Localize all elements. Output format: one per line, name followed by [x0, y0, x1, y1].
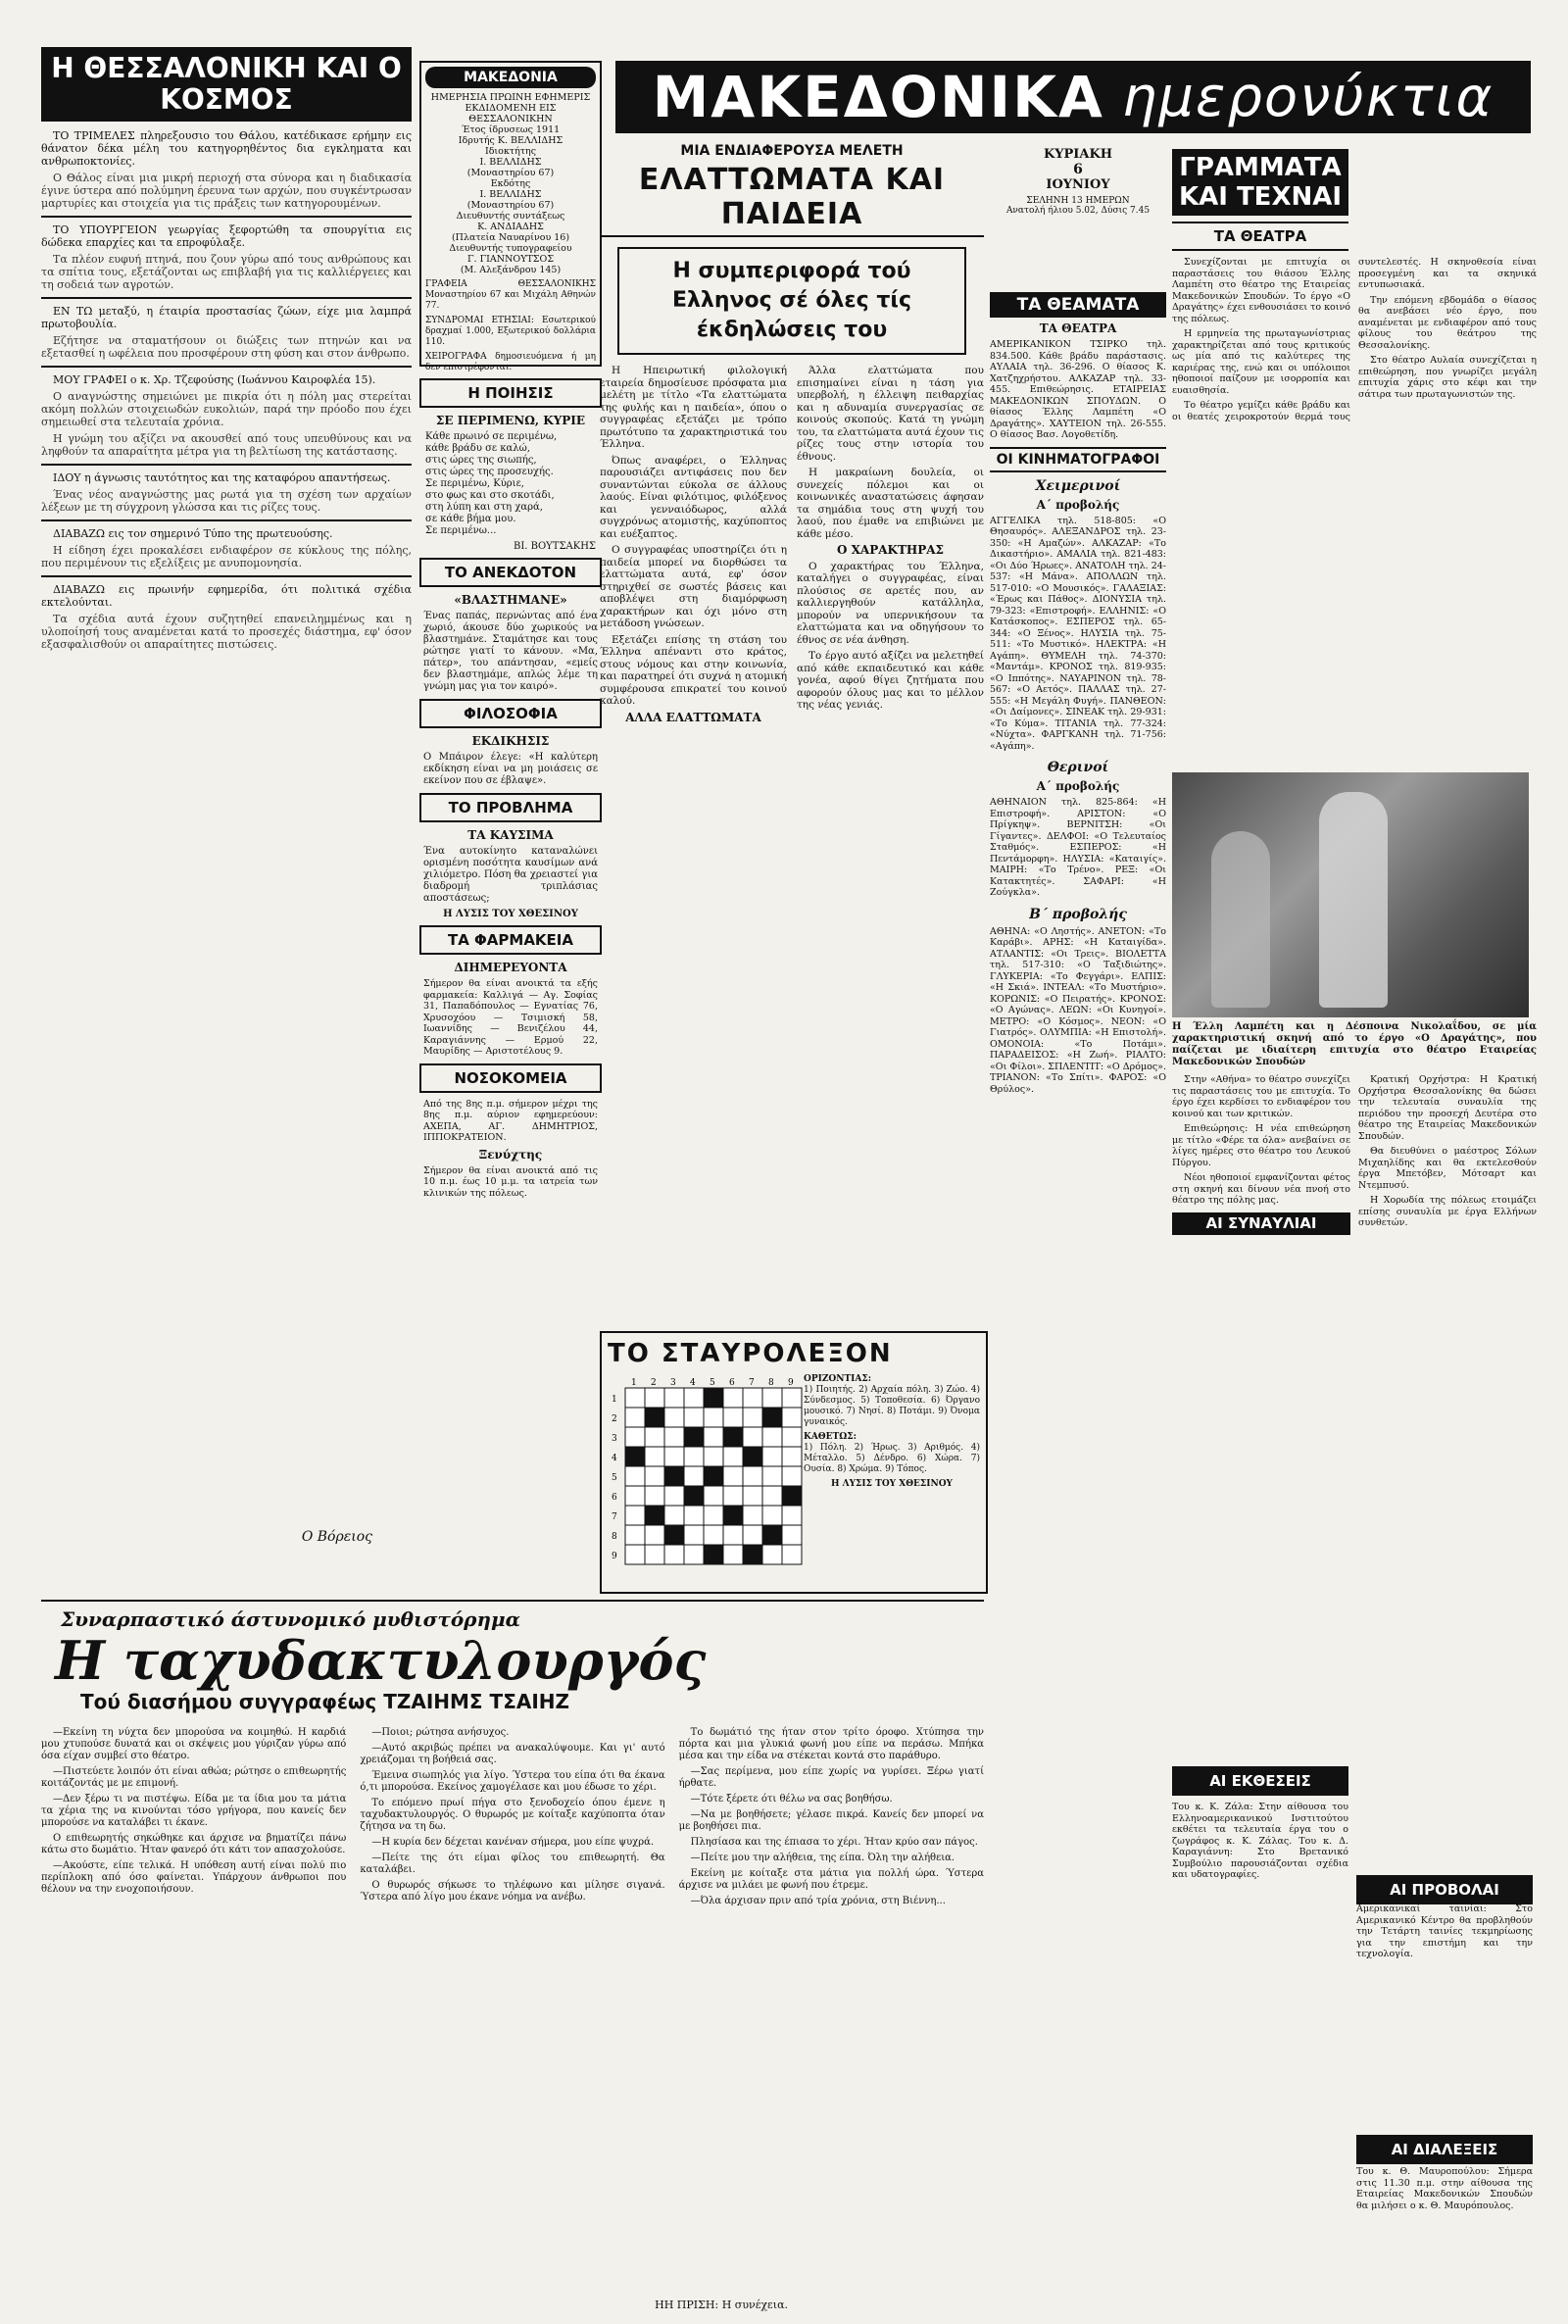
paragraph: —Αυτό ακριβώς πρέπει να ανακαλύψουμε. Και γι' αυτό χρειάζομαι τη βοήθειά σας. [360, 1743, 665, 1765]
paragraph: —Όλα άρχισαν πριν από τρία χρόνια, στη Βιέννη... [690, 1896, 946, 1906]
crossword-cell[interactable] [782, 1486, 802, 1506]
paragraph: Το έργο αυτό αξίζει να μελετηθεί από κάθε εκπαιδευτικό και κάθε γονέα, αφού θίγει ζητήματα που αφορούν όλους μας και το μέλλον της νέας γενιάς. [797, 650, 984, 711]
divider [41, 519, 412, 521]
across-clues: 1) Ποιητής. 2) Αρχαία πόλη. 3) Ζώο. 4) Σύνδεσμος. 5) Τοποθεσία. 6) Όργανο μουσικό. 7) Νησί. 8) Ποτάμι. 9) Όνομα γυναικός. [804, 1385, 980, 1427]
crossword-cell[interactable] [684, 1447, 704, 1466]
crossword-cell[interactable] [645, 1525, 664, 1545]
makedonia-line: (Πλατεία Ναυαρίνου 16) [451, 232, 570, 243]
study-kicker: ΜΙΑ ΕΝΔΙΑΦΕΡΟΥΣΑ ΜΕΛΕΤΗ [680, 143, 904, 159]
crossword-cell[interactable] [704, 1408, 723, 1427]
pharmacies-heading: ΔΙΗΜΕΡΕΥΟΝΤΑ [454, 961, 567, 974]
divider [41, 297, 412, 299]
poetry-author: ΒΙ. ΒΟΥΤΣΑΚΗΣ [513, 541, 596, 552]
projections-title: ΑΙ ΠΡΟΒΟΛΑΙ [1356, 1875, 1533, 1904]
winter-list: ΑΓΓΕΛΙΚΑ τηλ. 518-805: «Ο Θησαυρός». ΑΛΕΞΑΝΔΡΟΣ τηλ. 23-350: «Η Αμαζών». ΑΛΚΑΖΑΡ: «Το Δικαστήριο». ΑΜΑΛΙΑ τηλ. 821-483: «Οι Δύο Ήρωες». ΑΝΑΤΟΛΗ τηλ. 24-537: «Η Μάνα». ΑΠΟΛΛΩΝ τηλ. 517-010: «Ο Μουσικός». ΓΑΛΑΞΙΑΣ: «Έρως και Πάθος». ΔΙΟΝΥΣΙΑ τηλ. 79-323: «Επιστροφή». ΕΛΛΗΝΙΣ: «Ο Κατάσκοπος». ΕΣΠΕΡΟΣ τηλ. 65-344: «Ο Ξένος». ΗΛΥΣΙΑ τηλ. 75-511: «Το Μυστικό». ΗΛΕΚΤΡΑ: «Η Αγάπη». ΘΥΜΕΛΗ τηλ. 74-370: «Μαντάμ». ΚΡΟΝΟΣ τηλ. 819-935: «Ο Ιππότης». ΝΑΥΑΡΙΝΟΝ τηλ. 78-567: «Ο Αετός». ΠΑΛΛΑΣ τηλ. 27-555: «Η Μεγάλη Φυγή». ΠΑΝΘΕΟΝ: «Οι Δαίμονες». ΣΙΝΕΑΚ τηλ. 29-931: «Το Κύμα». ΤΙΤΑΝΙΑ τηλ. 77-324: «Νύχτα». ΦΑΡΓΚΑΝΗ τηλ. 71-756: «Αγάπη». [990, 515, 1166, 752]
crossword-cell[interactable] [645, 1388, 664, 1408]
crossword-cell[interactable] [762, 1447, 782, 1466]
crossword-cell[interactable] [743, 1408, 762, 1427]
crossword-cell[interactable] [743, 1388, 762, 1408]
down-title: ΚΑΘΕΤΩΣ: [804, 1432, 857, 1442]
crossword-cell[interactable] [782, 1388, 802, 1408]
paragraph-filler: Η είδηση έχει προκαλέσει ενδιαφέρον σε κύκλους της πόλης, που περιμένουν τις εξελίξεις με ανυπομονησία. [41, 544, 412, 569]
letters-body-top [1172, 257, 1537, 766]
paragraph: Ο επιθεωρητής σηκώθηκε και άρχισε να βηματίζει πάνω κάτω στο δωμάτιο. Ήταν φανερό ότι κάτι τον απασχολούσε. [41, 1833, 347, 1855]
crossword-cell[interactable] [684, 1388, 704, 1408]
crossword-cell[interactable] [743, 1545, 762, 1564]
makedonia-line: Κ. ΑΝΔΙΑΔΗΣ [477, 222, 544, 232]
poetry-heading: ΣΕ ΠΕΡΙΜΕΝΩ, ΚΥΡΙΕ [435, 414, 586, 427]
crossword-row-label: 8 [612, 1532, 617, 1542]
crossword-cell[interactable] [684, 1545, 704, 1564]
crossword-cell[interactable] [645, 1466, 664, 1486]
crossword-cell[interactable] [645, 1545, 664, 1564]
makedonia-manuscripts: ΧΕΙΡΟΓΡΑΦΑ δημοσιευόμενα ή μη δεν επιστρέφονται. [425, 352, 596, 372]
crossword-cell[interactable] [782, 1408, 802, 1427]
pharmacies-body: Σήμερον θα είναι ανοικτά τα εξής φαρμακεία: Καλλιγά — Αγ. Σοφίας 31, Παπαδόπουλος — Εγνατίας 76, Χρυσοχόου — Τσιμισκή 58, Ιωαννίδης — Βενιζέλου 44, Καραγιάννης — Ερμού 22, Μαυρίδης — Αριστοτέλους 9. [423, 978, 598, 1057]
makedonia-line: (Μ. Αλεξάνδρου 145) [460, 265, 562, 275]
crossword-cell[interactable] [762, 1388, 782, 1408]
crossword-row-label: 2 [612, 1414, 617, 1424]
poetry-title: Η ΠΟΙΗΣΙΣ [419, 378, 602, 408]
crossword-cell[interactable] [762, 1545, 782, 1564]
crossword-cell[interactable] [625, 1486, 645, 1506]
exhibitions-title: ΑΙ ΕΚΘΕΣΕΙΣ [1172, 1766, 1348, 1796]
cinemas-winter: Χειμερινοί [1035, 477, 1121, 494]
study-sub2: Ο ΧΑΡΑΚΤΗΡΑΣ [836, 543, 945, 557]
novel-byline: Τού διασήμου συγγραφέως ΤΖΑΙΗΜΣ ΤΣΑΙΗΖ [80, 1690, 570, 1713]
crossword-row-label: 3 [612, 1434, 617, 1444]
hospitals-heading: Ξενύχτης [478, 1147, 543, 1162]
study-sub1: ΑΛΛΑ ΕΛΑΤΤΩΜΑΤΑ [625, 710, 761, 724]
paragraph: ΤΟ ΥΠΟΥΡΓΕΙΟΝ γεωργίας ξεφορτώθη τα σπουργίτια εις δώδεκα επαρχίες και τα επροφύλαξε. [41, 223, 412, 249]
crossword-cell[interactable] [645, 1506, 664, 1525]
makedonia-logo: ΜΑΚΕΔΟΝΙΑ [425, 67, 596, 88]
crossword-row-label: 4 [612, 1454, 617, 1463]
paragraph: Στην «Αθήνα» το θέατρο συνεχίζει τις παραστάσεις του με επιτυχία. Το έργο έχει κερδίσει το ενδιαφέρον του κοινού και των κριτικών. [1172, 1074, 1350, 1119]
crossword-cell[interactable] [684, 1427, 704, 1447]
crossword-cell[interactable] [704, 1388, 723, 1408]
paragraph: —Ακούστε, είπε τελικά. Η υπόθεση αυτή είναι πολύ πιο περίπλοκη από όσο φαίνεται. Υπάρχουν άνθρωποι που θέλουν να την ενοχοποιήσουν. [41, 1860, 347, 1895]
makedonia-line: (Μοναστηρίου 67) [466, 200, 555, 211]
paragraph: ΤΟ ΤΡΙΜΕΛΕΣ πληρεξουσιο του Θάλου, κατέδικασε ερήμην εις θάνατον δέκα μέλη του κατηγορηθέντος δια εγκληματα και ανθρωποκτονίες. [41, 129, 412, 168]
crossword-col-label: 2 [651, 1378, 657, 1388]
paragraph: Στο θέατρο Αυλαία συνεχίζεται η επιθεώρηση, που γνωρίζει μεγάλη επιτυχία χάρις στο κέφι και την σάτιρα των πρωταγωνιστών της. [1358, 355, 1537, 400]
cinemas-first-run: Α΄ προβολής [1036, 497, 1120, 512]
makedonia-line: ΗΜΕΡΗΣΙΑ ΠΡΩΙΝΗ ΕΦΗΜΕΡΙΣ [430, 92, 591, 103]
makedonia-line: (Μοναστηρίου 67) [466, 168, 555, 178]
paragraph: —Πείτε της ότι είμαι φίλος του επιθεωρητή. Θα καταλάβει. [360, 1853, 665, 1875]
crossword-cell[interactable] [723, 1388, 743, 1408]
crossword-col-label: 4 [690, 1378, 696, 1388]
makedonia-line: Έτος ίδρυσεως 1911 [461, 124, 561, 135]
novel-body [41, 1727, 984, 2305]
crossword-cell[interactable] [664, 1525, 684, 1545]
paragraph: Εξετάζει επίσης τη στάση του Έλληνα απέναντι στο κράτος, στους νόμους και στην κοινωνία, και παρατηρεί ότι συχνά η ατομική συμφέρουσα επικρατεί του κοινού καλού. [600, 633, 787, 707]
crossword-cell[interactable] [625, 1447, 645, 1466]
crossword-grid [610, 1374, 796, 1570]
hospitals-body: Από της 8ης π.μ. σήμερον μέχρι της 8ης π.μ. αύριον εφημερεύουν: ΑΧΕΠΑ, ΑΓ. ΔΗΜΗΤΡΙΟΣ, ΙΠΠΟΚΡΑΤΕΙΟΝ. [423, 1098, 598, 1143]
crossword-cell[interactable] [664, 1466, 684, 1486]
crossword-cell[interactable] [704, 1447, 723, 1466]
paragraph: —Εκείνη τη νύχτα δεν μπορούσα να κοιμηθώ. Η καρδιά μου χτυπούσε δυνατά και οι σκέψεις μου γύριζαν γύρω από όσα είχαν συμβεί στο θέατρο. [41, 1727, 347, 1761]
cinemas-second-run: Β΄ προβολής [1029, 906, 1127, 922]
letters-title: ΓΡΑΜΜΑΤΑ ΚΑΙ ΤΕΧΝΑΙ [1172, 149, 1348, 216]
crossword-cell[interactable] [684, 1525, 704, 1545]
crossword-cell[interactable] [625, 1466, 645, 1486]
paragraph: ΔΙΑΒΑΖΩ εις πρωινήν εφημερίδα, ότι πολιτικά σχέδια εκτελούνται. [41, 583, 412, 609]
paragraph: Άλλα ελαττώματα που επισημαίνει είναι η τάση για υπερβολή, η έλλειψη πειθαρχίας και η αδυναμία συνεργασίας σε κοινούς σκοπούς. Κατά τη γνώμη του, τα ελαττώματα αυτά έχουν τις ρίζες τους στην ιστορία του έθνους. [797, 365, 984, 463]
thessaloniki-title: Η ΘΕΣΣΑΛΟΝΙΚΗ ΚΑΙ Ο ΚΟΣΜΟΣ [51, 52, 402, 116]
crossword-cell[interactable] [743, 1525, 762, 1545]
anecdote-title: ΤΟ ΑΝΕΚΔΟΤΟΝ [419, 558, 602, 587]
letters-caption: Η Έλλη Λαμπέτη και η Δέσποινα Νικολαΐδου, σε μία χαρακτηριστική σκηνή από το έργο «Ο Δραγάτης», που παίζεται με ιδιαίτερη επιτυχία στο θέατρο Εταιρείας Μακεδονικών Σπουδών [1172, 1021, 1537, 1067]
column-letters [1172, 149, 1537, 2305]
column-thessaloniki [41, 47, 412, 1557]
exhibitions-body: Του κ. Κ. Ζάλα: Στην αίθουσα του Ελληνοαμερικανικού Ινστιτούτου εκθέτει τα τελευταία έργα του ο ζωγράφος κ. Κ. Ζάλας. Του κ. Δ. Καραγιάννη: Στο Βρετανικό Συμβούλιο παρουσιάζονται σχέδια και υδατογραφίες. [1172, 1802, 1348, 1880]
problem-heading: ΤΑ ΚΑΥΣΙΜΑ [467, 828, 554, 842]
divider [41, 464, 412, 466]
divider [41, 216, 412, 218]
paragraph: Η Χορωδία της πόλεως ετοιμάζει επίσης συναυλία με έργα Ελλήνων συνθετών. [1358, 1195, 1537, 1228]
paragraph: Η Ηπειρωτική φιλολογική εταιρεία δημοσίευσε πρόσφατα μια μελέτη με τίτλο «Τα ελαττώματα της φυλής και η παιδεία», όπου ο συγγραφέας εξετάζει με τρόπο πρωτότυπο τα χαρακτηριστικά του Έλληνα. [600, 365, 787, 450]
crossword-cell[interactable] [684, 1506, 704, 1525]
crossword-cell[interactable] [664, 1388, 684, 1408]
crossword-cell[interactable] [782, 1466, 802, 1486]
crossword-cell[interactable] [762, 1427, 782, 1447]
paragraph-filler: Ο αναγνώστης σημειώνει με πικρία ότι η πόλη μας στερείται ακόμη πολλών στοιχειωδών ευκολιών, παρά την πρόοδο που έχει σημειωθεί στα τελευταία χρόνια. [41, 390, 412, 428]
crossword-row-label: 1 [612, 1395, 617, 1405]
date-line-1: ΣΕΛΗΝΗ 13 ΗΜΕΡΩΝ [1026, 196, 1130, 206]
down-clues: 1) Πόλη. 2) Ήρως. 3) Αριθμός. 4) Μέταλλο. 5) Δένδρο. 6) Χώρα. 7) Ουσία. 8) Χρώμα. 9) Τόπος. [804, 1443, 980, 1474]
paragraph-filler: Ο Θάλος είναι μια μικρή περιοχή στα σύνορα και η διαδικασία έγινε ύστερα από πολύμηνη έρευνα των αρχών, που συγκέντρωσαν μαρτυρίες και στοιχεία για τις πράξεις των κατηγορουμένων. [41, 172, 412, 210]
crossword-cell[interactable] [782, 1427, 802, 1447]
crossword-solution: Η ΛΥΣΙΣ ΤΟΥ ΧΘΕΣΙΝΟΥ [831, 1479, 953, 1489]
cinemas-summer: Θερινοί [1047, 760, 1109, 775]
lectures-title: ΑΙ ΔΙΑΛΕΞΕΙΣ [1356, 2135, 1533, 2164]
photo-figure [1319, 792, 1388, 1008]
poetry-body: Κάθε πρωινό σε περιμένω, κάθε βράδυ σε καλώ, στις ώρες της σιωπής, στις ώρες της προσευχής. Σε περιμένω, Κύριε, στο φως και στο σκοτάδι, στη λύπη και στη χαρά, σε κάθε βήμα μου. Σε περιμένω... [425, 431, 558, 536]
crossword-cell[interactable] [704, 1525, 723, 1545]
date-box [990, 147, 1166, 284]
paragraph: Η μακραίωνη δουλεία, οι συνεχείς πόλεμοι και οι κοινωνικές αναστατώσεις άφησαν τα σημάδια τους στη ψυχή του λαού, που έμαθε να επιβιώνει με κάθε μέσο. [797, 467, 984, 540]
crossword-title: ΤΟ ΣΤΑΥΡΟΛΕΞΟΝ [608, 1339, 893, 1368]
crossword-cell[interactable] [762, 1525, 782, 1545]
across-title: ΟΡΙΖΟΝΤΙΑΣ: [804, 1374, 872, 1384]
paragraph-filler: Τα πλέον ευφυή πτηνά, που ζουν γύρω από τους ανθρώπους και τα σπίτια τους, εξετάζονται ως επιβλαβή για τις καλλιέργειες και τη σοδειά των αγροτών. [41, 253, 412, 291]
crossword-col-label: 7 [749, 1378, 755, 1388]
date-day: ΚΥΡΙΑΚΗ [1043, 147, 1113, 162]
paragraph: —Πείτε μου την αλήθεια, της είπα. Όλη την αλήθεια. [690, 1853, 956, 1863]
concerts-title: ΑΙ ΣΥΝΑΥΛΙΑΙ [1172, 1212, 1350, 1236]
paragraph: Θα διευθύνει ο μαέστρος Σόλων Μιχαηλίδης και θα εκτελεσθούν έργα Μπετόβεν, Μότσαρτ και Ντεμπυσύ. [1358, 1146, 1537, 1191]
cinemas-first-run-2: Α΄ προβολής [1036, 779, 1120, 793]
crossword-cell[interactable] [782, 1525, 802, 1545]
paragraph: —Η κυρία δεν δέχεται κανέναν σήμερα, μου είπε ψυχρά. [371, 1837, 655, 1848]
column-novel [41, 1600, 984, 2315]
anecdote-body: Ένας παπάς, περνώντας από ένα χωριό, άκουσε δύο χωρικούς να βλαστημάνε. Σταμάτησε και τους ρώτησε γιατί το κάνουν. «Μα, πάτερ», του απάντησαν, «εμείς δεν βλαστημάμε, απλώς λέμε τη γνώμη μας για τον καιρό». [423, 611, 598, 692]
paragraph: —Δεν ξέρω τι να πιστέψω. Είδα με τα ίδια μου τα μάτια τα χέρια της να κινούνται τόσο γρήγορα, που κανείς δεν μπορούσε να καταλάβει τι έκανε. [41, 1794, 347, 1828]
study-body [600, 365, 984, 1423]
crossword-cell[interactable] [664, 1545, 684, 1564]
pharmacies-title: ΤΑ ΦΑΡΜΑΚΕΙΑ [419, 925, 602, 955]
thessaloniki-title-box [41, 47, 412, 122]
makedonia-info-box [419, 61, 602, 372]
paragraph: Το θέατρο γεμίζει κάθε βράδυ και οι θεατές χειροκροτούν θερμά τους συντελεστές. Η σκηνοθεσία είναι προσεγμένη και τα σκηνικά εντυπωσιακά. [1172, 257, 1537, 422]
letters-body-mid [1172, 1074, 1537, 1760]
paragraph: Το επόμενο πρωί πήγα στο ξενοδοχείο όπου έμενε η ταχυδακτυλουργός. Ο θυρωρός με κοίταξε καχύποπτα όταν ζήτησα να τη δω. [360, 1798, 665, 1832]
novel-top-rule [41, 1600, 984, 1602]
paragraph: Νέοι ηθοποιοί εμφανίζονται φέτος στη σκηνή και δίνουν νέα πνοή στο θέατρο της πόλης μας. [1172, 1172, 1350, 1206]
paragraph: Πλησίασα και της έπιασα το χέρι. Ήταν κρύο σαν πάγος. [690, 1837, 978, 1848]
lectures-body: Του κ. Θ. Μαυροπούλου: Σήμερα στις 11.30 π.μ. στην αίθουσα της Εταιρείας Μακεδονικών Σπουδών θα μιλήσει ο κ. Θ. Μαυρόπουλος. [1356, 2166, 1533, 2211]
crossword-cell[interactable] [664, 1447, 684, 1466]
crossword-row-label: 6 [612, 1493, 617, 1503]
crossword-cell[interactable] [625, 1545, 645, 1564]
crossword-cell[interactable] [762, 1408, 782, 1427]
photo-figure-2 [1211, 831, 1270, 1008]
crossword-cell[interactable] [645, 1447, 664, 1466]
novel-title: Η ταχυδακτυλουργός [55, 1629, 707, 1692]
summer-list: ΑΘΗΝΑΙΟΝ τηλ. 825-864: «Η Επιστροφή». ΑΡΙΣΤΟΝ: «Ο Πρίγκηψ». ΒΕΡΝΙΤΣΗ: «Οι Γίγαντες». ΔΕΛΦΟΙ: «Ο Τελευταίος Σταθμός». ΕΣΠΕΡΟΣ: «Η Πεντάμορφη». ΗΛΥΣΙΑ: «Καταιγίς». ΜΑΙΡΗ: «Το Τρένο». ΡΕΞ: «Οι Κατακτητές». ΣΑΦΑΡΙ: «Η Ζούγκλα». [990, 797, 1166, 898]
paragraph: Ο θυρωρός σήκωσε το τηλέφωνο και μίλησε σιγανά. Ύστερα από λίγο μου έκανε νόημα να ανέβω. [360, 1880, 665, 1903]
date-num: 6 [1073, 162, 1083, 177]
makedonia-subscriptions: ΣΥΝΔΡΟΜΑΙ ΕΤΗΣΙΑΙ: Εσωτερικού δραχμαί 1.000, Εξωτερικού δολλάρια 110. [425, 316, 596, 347]
crossword-row-label: 5 [612, 1473, 617, 1483]
philosophy-body: Ο Μπάιρον έλεγε: «Η καλύτερη εκδίκηση είναι να μη μοιάσεις σε εκείνον που σε έβλαψε». [423, 752, 598, 786]
paragraph: ΕΝ ΤΩ μεταξύ, η έταιρία προστασίας ζώων, είχε μια λαμπρά πρωτοβουλία. [41, 305, 412, 330]
paragraph-filler: Η γνώμη του αξίζει να ακουσθεί από τους υπευθύνους και να ληφθούν τα απαραίτητα μέτρα για τη βελτίωση της κατάστασης. [41, 432, 412, 458]
crossword-cell[interactable] [704, 1486, 723, 1506]
masthead-banner [615, 61, 1531, 133]
paragraph: —Ποιοι; ρώτησα ανήσυχος. [371, 1727, 510, 1738]
crossword-cell[interactable] [743, 1466, 762, 1486]
paragraph: ΙΔΟΥ η άγνωσις ταυτότητος και της καταφόρου απαντήσεως. [53, 471, 391, 484]
masthead-title-sub: ημερονύκτια [1121, 65, 1494, 129]
crossword-cell[interactable] [743, 1447, 762, 1466]
divider [41, 366, 412, 368]
crossword-cell[interactable] [762, 1486, 782, 1506]
paragraph: Όπως αναφέρει, ο Έλληνας παρουσιάζει αντιφάσεις που δεν συναντώνται εύκολα σε άλλους λαούς. Είναι φιλότιμος, φιλόξενος και γενναιόδωρος, αλλά συγχρόνως ατομιστής, καχύποπτος και ευέξαπτος. [600, 454, 787, 540]
makedonia-line: Διευθυντής τυπογραφείου [449, 243, 572, 254]
anecdote-heading: «ΒΛΑΣΤΗΜΑΝΕ» [454, 593, 567, 607]
crossword-cell[interactable] [625, 1506, 645, 1525]
makedonia-line: Γ. ΓΙΑΝΝΟΥΤΣΟΣ [466, 254, 555, 265]
thessaloniki-signature: Ο Βόρειος [301, 1529, 372, 1545]
letters-theaters: ΤΑ ΘΕΑΤΡΑ [1172, 222, 1348, 251]
crossword-box [600, 1331, 988, 1594]
thessaloniki-body [41, 129, 412, 651]
cinemas-title: ΟΙ ΚΙΝΗΜΑΤΟΓΡΑΦΟΙ [990, 447, 1166, 472]
paragraph: Την επόμενη εβδομάδα ο θίασος θα ανεβάσει νέο έργο, που αναμένεται με ενδιαφέρον από τους φίλους του θεάτρου της Θεσσαλονίκης. [1358, 294, 1537, 351]
crossword-cell[interactable] [782, 1545, 802, 1564]
crossword-cell[interactable] [723, 1525, 743, 1545]
masthead-title-main: ΜΑΚΕΔΟΝΙΚΑ [652, 64, 1104, 130]
crossword-cell[interactable] [723, 1545, 743, 1564]
crossword-cell[interactable] [704, 1506, 723, 1525]
paragraph: Κρατική Ορχήστρα: Η Κρατική Ορχήστρα Θεσσαλονίκης θα δώσει την τελευταία συναυλία της περιόδου την προσεχή Δευτέρα στο θέατρο της Εταιρείας Μακεδονικών Σπουδών. [1358, 1074, 1537, 1142]
crossword-col-label: 6 [729, 1378, 735, 1388]
crossword-cell[interactable] [704, 1427, 723, 1447]
hospitals-body-2: Σήμερον θα είναι ανοικτά από τις 10 π.μ. έως 10 μ.μ. τα ιατρεία των κλινικών της πόλεως. [423, 1164, 598, 1199]
novel-continued: ΗΗ ΠΡΙΣΗ: Η συνέχεια. [655, 2299, 788, 2311]
shows-theaters: ΤΑ ΘΕΑΤΡΑ [1039, 321, 1117, 335]
paragraph: Έμεινα σιωπηλός για λίγο. Ύστερα του είπα ότι θα έκανα ό,τι μπορούσα. Εκείνος χαμογέλασε και μου έδωσε το χέρι. [360, 1770, 665, 1793]
problem-title: ΤΟ ΠΡΟΒΛΗΜΑ [419, 793, 602, 822]
makedonia-line: ΕΚΔΙΔΟΜΕΝΗ ΕΙΣ ΘΕΣΣΑΛΟΝΙΚΗΝ [465, 103, 557, 124]
crossword-cell[interactable] [782, 1447, 802, 1466]
paragraph: —Τότε ξέρετε ότι θέλω να σας βοηθήσω. [690, 1794, 893, 1805]
makedonia-line: Εκδότης [490, 178, 531, 189]
crossword-cell[interactable] [645, 1486, 664, 1506]
makedonia-offices: ΓΡΑΦΕΙΑ ΘΕΣΣΑΛΟΝΙΚΗΣ Μοναστηρίου 67 και Μιχάλη Αθηνών 77. [425, 279, 596, 311]
makedonia-lines [425, 92, 596, 275]
crossword-row-label: 7 [612, 1512, 617, 1522]
crossword-cell[interactable] [625, 1427, 645, 1447]
paragraph-filler: Ένας νέος αναγνώστης μας ρωτά για τη σχέση των αρχαίων λέξεων με τη σύγχρονη γλώσσα και τις ρίζες τους. [41, 488, 412, 514]
crossword-cell[interactable] [723, 1506, 743, 1525]
makedonia-line: Ιδιοκτήτης [484, 146, 537, 157]
study-headline: Η συμπεριφορά τού Ελληνος σέ όλες τίς έκδηλώσεις του [617, 247, 966, 355]
paragraph: Η ερμηνεία της πρωταγωνίστριας χαρακτηρίζεται από τους κριτικούς ως μία από τις καλύτερες της καριέρας της, ενώ και οι υπόλοιποι ηθοποιοί παίζουν με ισορροπία και ευαισθησία. [1172, 328, 1350, 396]
crossword-cell[interactable] [664, 1427, 684, 1447]
projections-body: Αμερικανικαί ταινίαι: Στο Αμερικανικό Κέντρο θα προβληθούν την Τετάρτη ταινίες τεκμηρίωσης για την επιστήμη και την τεχνολογία. [1356, 1904, 1533, 1959]
problem-solution: Η ΛΥΣΙΣ ΤΟΥ ΧΘΕΣΙΝΟΥ [443, 909, 578, 919]
crossword-cell[interactable] [684, 1466, 704, 1486]
divider [41, 575, 412, 577]
crossword-cell[interactable] [762, 1466, 782, 1486]
second-run-list: ΑΘΗΝΑ: «Ο Ληστής». ΑΝΕΤΟΝ: «Το Καράβι». ΑΡΗΣ: «Η Καταιγίδα». ΑΤΛΑΝΤΙΣ: «Οι Τρεις». ΒΙΟΛΕΤΤΑ τηλ. 517-310: «Ο Ταξιδιώτης». ΓΛΥΚΕΡΙΑ: «Το Φεγγάρι». ΕΛΠΙΣ: «Η Σκιά». ΙΝΤΕΑΛ: «Το Μυστήριο». ΚΟΡΩΝΙΣ: «Ο Πειρατής». ΚΡΟΝΟΣ: «Ο Αγώνας». ΛΕΩΝ: «Οι Κυνηγοί». ΜΕΤΡΟ: «Ο Κόσμος». ΝΕΟΝ: «Ο Γιατρός». ΟΛΥΜΠΙΑ: «Η Επιστολή». ΟΜΟΝΟΙΑ: «Το Ποτάμι». ΠΑΡΑΔΕΙΣΟΣ: «Η Ζωή». ΡΙΑΛΤΟ: «Οι Φίλοι». ΣΠΛΕΝΤΙΤ: «Ο Δρόμος». ΤΡΙΑΝΟΝ: «Το Σπίτι». ΦΑΡΟΣ: «Ο Θρύλος». [990, 925, 1166, 1095]
crossword-cell[interactable] [723, 1447, 743, 1466]
crossword-cell[interactable] [625, 1408, 645, 1427]
crossword-cell[interactable] [782, 1506, 802, 1525]
paragraph: Ο συγγραφέας υποστηρίζει ότι η παιδεία μπορεί να διορθώσει τα ελαττώματα αυτά, εφ' όσον στηριχθεί σε σωστές βάσεις και αποβλέψει στη διαμόρφωση χαρακτήρων και όχι μόνο στη μετάδοση γνώσεων. [600, 544, 787, 629]
crossword-col-label: 5 [710, 1378, 715, 1388]
crossword-cell[interactable] [684, 1408, 704, 1427]
crossword-cell[interactable] [723, 1486, 743, 1506]
shows-title: ΤΑ ΘΕΑΜΑΤΑ [990, 292, 1166, 318]
crossword-cell[interactable] [743, 1506, 762, 1525]
crossword-cell[interactable] [762, 1506, 782, 1525]
hospitals-title: ΝΟΣΟΚΟΜΕΙΑ [419, 1063, 602, 1093]
crossword-col-label: 9 [788, 1378, 794, 1388]
crossword-cell[interactable] [625, 1525, 645, 1545]
study-title: ΕΛΑΤΤΩΜΑΤΑ ΚΑΙ ΠΑΙΔΕΙΑ [600, 163, 984, 237]
makedonia-line: Ι. ΒΕΛΛΙΔΗΣ [479, 157, 542, 168]
crossword-cell[interactable] [723, 1408, 743, 1427]
crossword-cell[interactable] [664, 1506, 684, 1525]
crossword-col-label: 8 [768, 1378, 774, 1388]
paragraph-filler: Τα σχέδια αυτά έχουν συζητηθεί επανειλημμένως και η υλοποίησή τους αναμένεται κατά το προσεχές διάστημα, εφ' όσον εξασφαλισθούν οι απαραίτητες πιστώσεις. [41, 613, 412, 651]
paragraph: ΔΙΑΒΑΖΩ εις τον σημερινό Τύπο της πρωτευούσης. [53, 527, 333, 540]
paragraph: Συνεχίζονται με επιτυχία οι παραστάσεις του θιάσου Έλλης Λαμπέτη στο θέατρο της Εταιρείας Μακεδονικών Σπουδών. Το έργο «Ο Δραγάτης» έχει ενθουσιάσει το κοινό της πόλεως. [1172, 257, 1350, 324]
paragraph: Επιθεώρησις: Η νέα επιθεώρηση με τίτλο «Φέρε τα όλα» ανεβαίνει σε λίγες ημέρες στο θέατρο του Λευκού Πύργου. [1172, 1123, 1350, 1168]
letters-photo [1172, 772, 1529, 1017]
crossword-cell[interactable] [645, 1427, 664, 1447]
crossword-cell[interactable] [723, 1466, 743, 1486]
paragraph: ΜΟΥ ΓΡΑΦΕΙ ο κ. Χρ. Τζεφούσης (Ιωάννου Καιροφλέα 15). [53, 373, 376, 386]
date-month: ΙΟΥΝΙΟΥ [1046, 177, 1110, 192]
crossword-cell[interactable] [645, 1408, 664, 1427]
date-line-2: Ανατολή ήλιου 5.02, Δύσις 7.45 [1005, 206, 1151, 216]
problem-body: Ένα αυτοκίνητο καταναλώνει ορισμένη ποσότητα καυσίμων ανά χιλιόμετρο. Πόση θα χρειαστεί για διαδρομή τριπλάσιας αποστάσεως; [423, 846, 598, 904]
crossword-cell[interactable] [704, 1545, 723, 1564]
paragraph: Εκείνη με κοίταξε στα μάτια για πολλή ώρα. Ύστερα άρχισε να μιλάει με φωνή που έτρεμε. [678, 1868, 984, 1891]
crossword-cell[interactable] [743, 1427, 762, 1447]
paragraph: —Σας περίμενα, μου είπε χωρίς να γυρίσει. Ξέρω γιατί ήρθατε. [678, 1766, 984, 1789]
column-study [600, 139, 984, 1327]
crossword-cell[interactable] [743, 1486, 762, 1506]
philosophy-title: ΦΙΛΟΣΟΦΙΑ [419, 699, 602, 728]
crossword-clues [804, 1374, 980, 1490]
crossword-cell[interactable] [704, 1466, 723, 1486]
makedonia-line: Ιδρυτής Κ. ΒΕΛΛΙΔΗΣ [458, 135, 564, 146]
makedonia-line: Ι. ΒΕΛΛΙΔΗΣ [479, 189, 542, 200]
column-shows [990, 292, 1166, 2066]
paragraph: Ο χαρακτήρας του Έλληνα, καταλήγει ο συγγραφέας, είναι πλούσιος σε αρετές που, αν καλλιεργηθούν κατάλληλα, μπορούν να υπερνικήσουν τα ελαττώματα και να οδηγήσουν το έθνος σε νέα άνθηση. [797, 560, 984, 646]
makedonia-line: Διευθυντής συντάξεως [456, 211, 565, 222]
crossword-col-label: 3 [670, 1378, 676, 1388]
crossword-cell[interactable] [684, 1486, 704, 1506]
crossword-cell[interactable] [723, 1427, 743, 1447]
paragraph: Το δωμάτιό της ήταν στον τρίτο όροφο. Χτύπησα την πόρτα και μια γλυκιά φωνή μου είπε να περάσω. Μπήκα μέσα και την είδα να στέκεται κοντά στο παράθυρο. [678, 1727, 984, 1761]
paragraph: —Πιστεύετε λοιπόν ότι είναι αθώα; ρώτησε ο επιθεωρητής κοιτάζοντάς με με επιμονή. [41, 1766, 347, 1789]
crossword-cell[interactable] [625, 1388, 645, 1408]
theaters-list: ΑΜΕΡΙΚΑΝΙΚΟΝ ΤΣΙΡΚΟ τηλ. 834.500. Κάθε βράδυ παράστασις. ΑΥΛΑΙΑ τηλ. 36-296. Ο θίασος Κ. Χατζηχρήστου. ΑΛΚΑΖΑΡ τηλ. 33-455. Επιθεώρησις. ΕΤΑΙΡΕΙΑΣ ΜΑΚΕΔΟΝΙΚΩΝ ΣΠΟΥΔΩΝ. Ο θίασος Έλλης Λαμπέτη «Ο Δραγάτης». ΧΑΥΤΕΙΟΝ τηλ. 26-555. Ο θίασος Βασ. Λογοθετίδη. [990, 339, 1166, 440]
paragraph: —Να με βοηθήσετε; γέλασε πικρά. Κανείς δεν μπορεί να με βοηθήσει πια. [678, 1809, 984, 1832]
novel-kicker: Συναρπαστικό άστυνομικό μυθιστόρημα [61, 1607, 521, 1631]
crossword-col-label: 1 [631, 1378, 637, 1388]
paragraph-filler: Εζήτησε να σταματήσουν οι διώξεις των πτηνών και να εξετασθεί η ωφέλεια που προσφέρουν στη φύση και στον άνθρωπο. [41, 334, 412, 360]
column-small-sections [419, 372, 602, 1549]
philosophy-heading: ΕΚΔΙΚΗΣΙΣ [471, 734, 550, 748]
crossword-cell[interactable] [664, 1486, 684, 1506]
crossword-cell[interactable] [664, 1408, 684, 1427]
crossword-row-label: 9 [612, 1552, 617, 1561]
